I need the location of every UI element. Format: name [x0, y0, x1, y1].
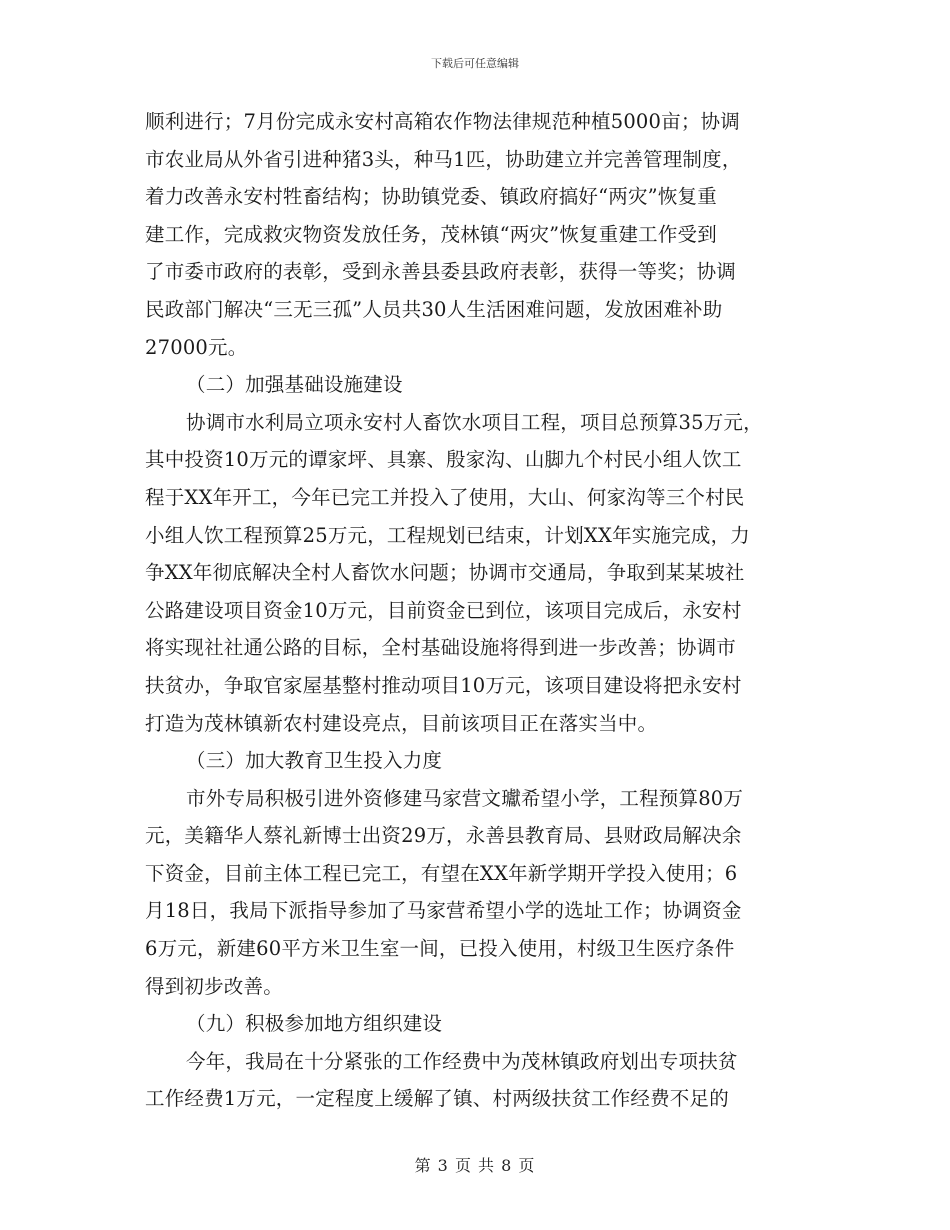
text-line: 其中投资10万元的谭家坪、具寨、殷家沟、山脚九个村民小组人饮工 — [145, 448, 742, 472]
text-line: 市农业局从外省引进种猪3头，种马1匹，协助建立并完善管理制度， — [145, 147, 742, 171]
text-line: 今年，我局在十分紧张的工作经费中为茂林镇政府划出专项扶贫 — [186, 1049, 738, 1073]
page-number: 第 3 页 共 8 页 — [414, 1156, 536, 1175]
text-line: 扶贫办，争取官家屋基整村推动项目10万元，该项目建设将把永安村 — [145, 673, 742, 697]
text-line: 争XX年彻底解决全村人畜饮水问题；协调市交通局，争取到某某坡社 — [145, 561, 745, 585]
text-line: 公路建设项目资金10万元，目前资金已到位，该项目完成后，永安村 — [145, 598, 742, 622]
text-line: 打造为茂林镇新农村建设亮点，目前该项目正在落实当中。 — [145, 711, 658, 735]
text-line: 工作经费1万元，一定程度上缓解了镇、村两级扶贫工作经费不足的 — [145, 1087, 729, 1111]
text-line: 下资金，目前主体工程已完工，有望在XX年新学期开学投入使用；6 — [145, 861, 738, 885]
document-body — [145, 103, 805, 1118]
page-header: 下载后可任意编辑 — [431, 57, 519, 70]
text-line: 协调市水利局立项永安村人畜饮水项目工程，项目总预算35万元， — [186, 410, 763, 434]
text-line: 月18日，我局下派指导参加了马家营希望小学的选址工作；协调资金 — [145, 899, 742, 923]
text-line: 顺利进行；7月份完成永安村高箱农作物法律规范种植5000亩；协调 — [145, 110, 740, 133]
text-line: 元，美籍华人蔡礼新博士出资29万，永善县教育局、县财政局解决余 — [145, 824, 742, 848]
text-line: 将实现社社通公路的目标，全村基础设施将得到进一步改善；协调市 — [145, 636, 737, 660]
text-line: （二）加强基础设施建设 — [186, 373, 403, 397]
text-line: 小组人饮工程预算25万元，工程规划已结束，计划XX年实施完成，力 — [145, 523, 750, 547]
text-line: 程于XX年开工，今年已完工并投入了使用，大山、何家沟等三个村民 — [145, 485, 745, 509]
text-line: 民政部门解决“三无三孤”人员共30人生活困难问题，发放困难补助 — [145, 297, 723, 321]
text-line: 着力改善永安村牲畜结构；协助镇党委、镇政府搞好“两灾”恢复重 — [145, 185, 717, 209]
text-line: 市外专局积极引进外资修建马家营文瓛希望小学，工程预算80万 — [186, 786, 744, 810]
text-line: （九）积极参加地方组织建设 — [186, 1012, 443, 1036]
text-line: 27000元。 — [145, 335, 248, 359]
text-line: （三）加大教育卫生投入力度 — [186, 749, 443, 773]
text-line: 得到初步改善。 — [145, 974, 283, 998]
text-line: 了市委市政府的表彰，受到永善县委县政府表彰，获得一等奖；协调 — [145, 260, 737, 284]
text-line: 建工作，完成救灾物资发放任务，茂林镇“两灾”恢复重建工作受到 — [145, 222, 717, 246]
text-line: 6万元，新建60平方米卫生室一间，已投入使用，村级卫生医疗条件 — [145, 937, 735, 961]
